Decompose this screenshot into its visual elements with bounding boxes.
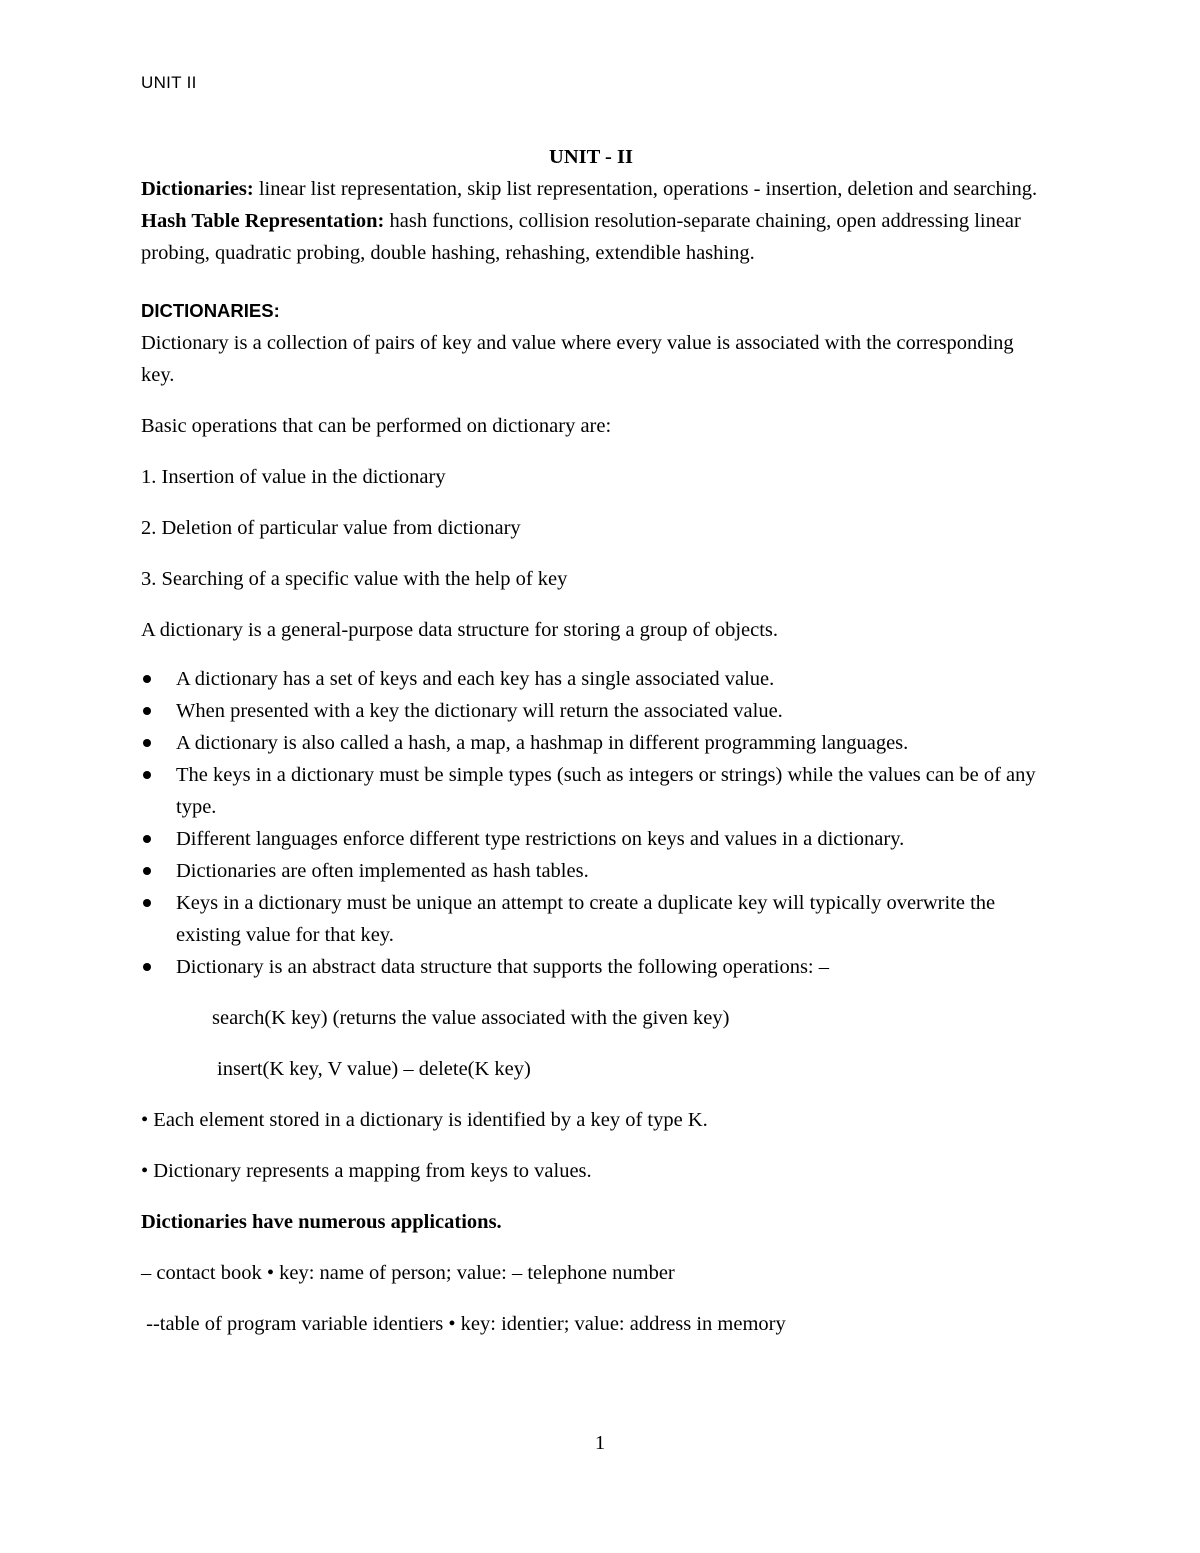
operations-intro: Basic operations that can be performed on dictionary are:: [141, 415, 612, 437]
section-heading-dictionaries: DICTIONARIES:: [141, 300, 280, 321]
bullet-icon: [143, 835, 151, 843]
bullet-icon: [143, 675, 151, 683]
application-item: – contact book • key: name of person; value: – telephone number: [141, 1262, 675, 1284]
syllabus-hash-label: Hash Table Representation:: [141, 210, 385, 232]
list-item: The keys in a dictionary must be simple types (such as integers or strings) while the values can be of any type.: [141, 759, 1041, 823]
bullet-icon: [143, 963, 151, 971]
operation-search: search(K key) (returns the value associated with the given key): [212, 1007, 730, 1029]
applications-heading: Dictionaries have numerous applications.: [141, 1211, 502, 1233]
list-item: A dictionary has a set of keys and each key has a single associated value.: [141, 663, 1041, 695]
list-item: Dictionary is an abstract data structure that supports the following operations: –: [141, 951, 1041, 983]
syllabus-dictionaries-text: linear list representation, skip list representation, operations - insertion, deletion and searching.: [253, 178, 1038, 200]
bullet-icon: [143, 771, 151, 779]
unit-title: UNIT - II: [549, 146, 633, 168]
bullet-icon: [143, 739, 151, 747]
running-header: UNIT II: [141, 73, 197, 92]
mapping-note: • Dictionary represents a mapping from keys to values.: [141, 1160, 592, 1182]
list-item: Keys in a dictionary must be unique an attempt to create a duplicate key will typically overwrite the existing value for that key.: [141, 887, 1041, 951]
bullet-icon: [143, 899, 151, 907]
page-number: 1: [594, 1432, 606, 1454]
general-purpose-statement: A dictionary is a general-purpose data structure for storing a group of objects.: [141, 619, 779, 641]
list-item: Dictionaries are often implemented as hash tables.: [141, 855, 1041, 887]
bullet-icon: [143, 867, 151, 875]
operation-insert-delete: insert(K key, V value) – delete(K key): [217, 1058, 531, 1080]
syllabus-hash-table: [141, 205, 1041, 269]
operation-item: 2. Deletion of particular value from dictionary: [141, 517, 521, 539]
syllabus-dictionaries: [141, 173, 1041, 205]
list-item: When presented with a key the dictionary will return the associated value.: [141, 695, 1041, 727]
operation-item: 3. Searching of a specific value with the help of key: [141, 568, 568, 590]
dictionary-facts-list: [141, 663, 1041, 983]
element-note: • Each element stored in a dictionary is identified by a key of type K.: [141, 1109, 708, 1131]
syllabus-dictionaries-label: Dictionaries:: [141, 178, 254, 200]
dictionary-definition: Dictionary is a collection of pairs of key and value where every value is associated with the corresponding key.: [141, 332, 1014, 386]
list-item: A dictionary is also called a hash, a map, a hashmap in different programming languages.: [141, 727, 1041, 759]
list-item: Different languages enforce different type restrictions on keys and values in a dictionary.: [141, 823, 1041, 855]
application-item: --table of program variable identiers • key: identier; value: address in memory: [141, 1313, 786, 1335]
syllabus-hash-text: hash functions, collision resolution-separate chaining, open addressing linear probing, quadratic probing, double hashing, rehashing, extendible hashing.: [141, 210, 1021, 264]
page-content: [141, 141, 1041, 1340]
operation-item: 1. Insertion of value in the dictionary: [141, 466, 446, 488]
bullet-icon: [143, 707, 151, 715]
